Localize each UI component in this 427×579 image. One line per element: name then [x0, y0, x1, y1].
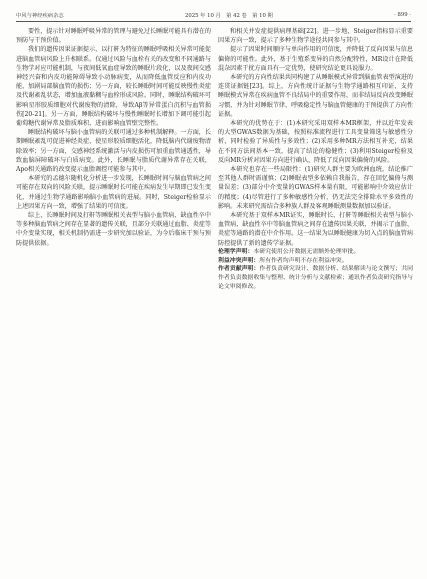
running-header	[16, 10, 411, 20]
journal-name: 中风与神经疾病杂志	[16, 13, 64, 19]
issue-info: 2025 年 10 月 第 42 卷 第 10 期	[184, 13, 273, 19]
conflict-statement: 利益冲突声明：所有作者均声明不存在利益冲突。	[218, 256, 348, 264]
paragraph: 综上，长睡眠时间及打鼾等睡眠相关表型与脑小血管病、缺血性卒中等多种脑血管病之间存在显著的遗传关联，且部分关联通过血脂、炎症等中介变量实现，相关机制仍需进一步研究加以验证，为今后临床干预与预防提供依据。	[16, 212, 211, 247]
header-rule	[16, 21, 411, 22]
paragraph: 和相关并发症提供病理基础[22]。进一步地，Steiger指标显示重要因果方向一致，提示了多种生物学途径共同参与其中。	[218, 28, 413, 45]
paragraph: 本研究基于双样本MR证实，睡眠时长、打鼾等睡眠相关表型与脑小血管病、缺血性卒中等脑血管病之间存在遗传因果关联，并揭示了血脂、炎症等通路的潜在中介作用。这一结果为以睡眠健康为切入点的脑血管病防控提供了新的遗传学证据。	[218, 212, 413, 247]
paragraph: 本研究的孟德尔随机化分析进一步发现，长睡眠时间与脑血管病之间可能存在双向的风险关联，提示睡眠时长可能在疾病发生早期即已发生变化，并通过生物学通路影响脑小血管病的进展。同时，Steiger检验显示上述因果方向一致，增强了结果的可信度。	[16, 175, 211, 210]
paragraph: 本研究也存在一些局限性：(1)研究人群主要为欧洲血统，结论推广至其他人群时需谨慎；(2)睡眠表型多依赖自我报告，存在回忆偏倚与测量误差；(3)部分中介变量的GWAS样本量有限，可能影响中介效应估计的精度；(4)尽管进行了多种敏感性分析，仍无法完全排除水平多效性的影响。未来研究需结合多种族人群及客观睡眠测量数据加以验证。	[218, 166, 413, 210]
paragraph: 要性，提示针对睡眠呼吸异常的管理与避免过长睡眠可能具有潜在的预防与干预价值。	[16, 28, 211, 45]
paragraph: 睡眠结构破坏与脑小血管病的关联可通过多种机制解释。一方面，长期睡眠紊乱可促进神经炎症，使星形胶质细胞活化，降低脑内代谢废物清除效率；另一方面，交感神经系统激活与内皮损伤可加重血管通透性，导致血脑屏障破坏与白质病变。此外，长睡眠与脂质代谢异常存在关联，Apo相关通路的改变提示血脂调控可能参与其中。	[16, 129, 211, 174]
paragraph: 本研究的方向性结果共同构建了从睡眠模式异常到脑血管表型演进的连贯证据链[23]。综上，方向性统计证据与生物学通路相互印证，支持睡眠模式异常在疾病血管不良结局中的重要作用，而非结局反向改变睡眠习惯，并为针对睡眠节律、呼吸稳定性与脑血管健康的干预提供了方向性证据。	[218, 74, 413, 118]
left-column	[16, 27, 211, 248]
paragraph: 我们的遗传因果证据提示，以打鼾为特征的睡眠呼吸相关异常可能促进脑血管病风险上升相联系。仅通过风险与血栓有关的改变和不同通路与生物学对应可能机制，与夜间低氧血症导致的睡眠片段化，以及夜间交感神经兴奋和内皮功能障碍导致小动脉病变，从而降低血管反应和内皮功能，加剧局部脑血管的损伤；另一方面，较长睡眠时间可能反映慢性炎症及代谢紊乱状态，增加血液黏稠与血栓形成风险。同时，睡眠结构破坏可影响星形胶质细胞对代谢废物的清除，导致Aβ等异常蛋白沉积与血管损伤[20-21]。另一方面，睡眠结构破坏与慢性睡眠时长增加下调可能引起葡萄糖代谢异常及脂质堆积，进而影响血管壁完整性。	[16, 46, 211, 128]
paragraph: 本研究的优势在于：(1)本研究采用双样本MR框架，并以近年发表的大型GWAS数据为基础，按照标准流程进行工具变量筛选与敏感性分析，同时检验了异质性与多效性；(2)采用多种MR方法相互补充，结果在不同方法间基本一致，提高了结论的稳健性；(3)利用Steiger检验及反向MR分析对因果方向进行确认，降低了反向因果偏倚的风险。	[218, 120, 413, 164]
right-column	[218, 27, 413, 292]
page-number: · 899 ·	[394, 12, 411, 18]
declarations	[218, 248, 413, 292]
ethics-statement: 伦理学声明：本研究使用公开数据无需额外伦理审批。	[218, 247, 360, 255]
contribution-statement: 作者贡献声明：作者负责研究设计、数据分析、结果解读与论文撰写；共同作者负责数据收集与整理、统计分析与文献检索；通讯作者负责研究指导与论文审阅修改。	[218, 265, 414, 291]
paragraph: 提示了因果时间顺序与单向作用的可信度，并降低了反向因果与信息偏倚的可能性。此外，基于生殖系变异的自然分配特性，MR设计在降低混杂因素干扰方面具有一定优势，使研究结论更具说服力。	[218, 46, 413, 72]
